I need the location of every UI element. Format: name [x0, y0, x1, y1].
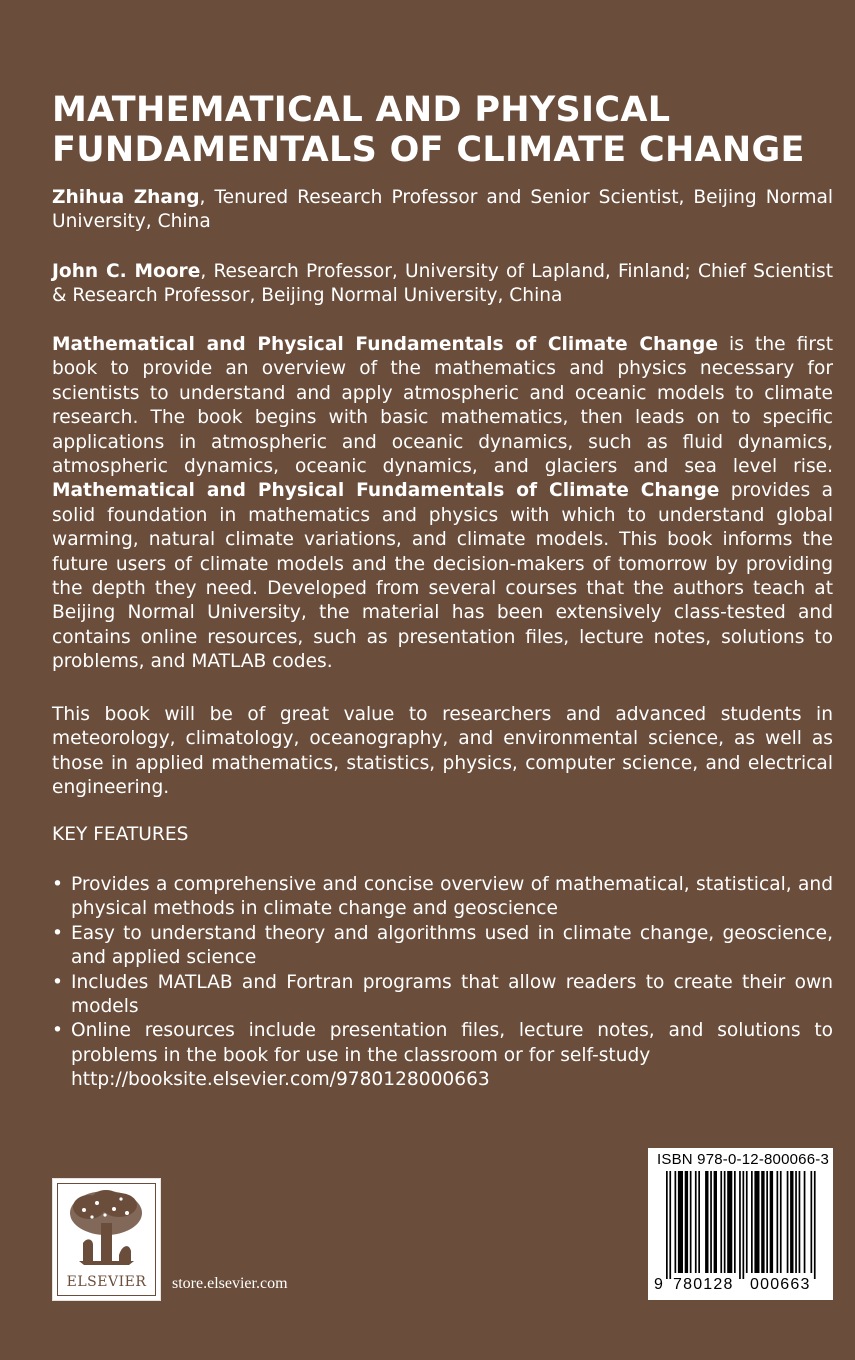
barcode-bar: [743, 1171, 745, 1279]
store-url[interactable]: store.elsevier.com: [172, 1275, 288, 1292]
barcode-bar: [804, 1171, 806, 1273]
barcode-bar: [705, 1171, 708, 1273]
isbn-label: ISBN 978-0-12-800066-3: [657, 1151, 830, 1168]
book-title: [52, 90, 832, 170]
description-text: provides a solid foundation in mathematics and physics with which to understand global warming, natural climate variations, and climate models. This book informs the future users of climate models and the decision-makers of tomorrow by providing the depth they need. Developed from several courses that the authors teach at Beijing Normal University, the material has been extensively class-tested and contains online resources, such as presentation files, lecture notes, solutions to problems, and MATLAB codes.: [52, 480, 833, 673]
barcode-bar: [811, 1171, 813, 1273]
audience-paragraph: This book will be of great value to researchers and advanced students in meteorology, climatology, oceanography, and environmental science, as well as those in applied mathematics, statistics, physics, computer science, and electrical engineering.: [52, 704, 833, 799]
barcode-bar: [734, 1171, 736, 1273]
elsevier-logo: [52, 1178, 161, 1301]
barcode-bar: [714, 1171, 717, 1273]
title-line-2: FUNDAMENTALS OF CLIMATE CHANGE: [52, 130, 805, 170]
key-features-heading: KEY FEATURES: [52, 824, 189, 845]
bullet-icon: •: [52, 1020, 63, 1042]
author-name: John C. Moore: [52, 261, 201, 282]
barcode-bar: [666, 1171, 668, 1279]
isbn-digit-group-1: 780128: [673, 1276, 734, 1293]
author-name: Zhihua Zhang: [52, 187, 200, 208]
booksite-link[interactable]: http://booksite.elsevier.com/9780128000663: [71, 1069, 490, 1091]
barcode-bar: [690, 1171, 692, 1273]
bullet-icon: •: [52, 971, 63, 993]
book-title-inline: Mathematical and Physical Fundamentals of Climate Change: [52, 480, 720, 502]
elsevier-tree-icon: [59, 1185, 154, 1271]
barcode-bar: [751, 1171, 753, 1273]
feature-text: Online resources include presentation files, lecture notes, and solutions to problems in the book for use in the classroom or for self-study: [71, 1020, 833, 1066]
author-moore: [52, 260, 833, 309]
barcode-bar: [777, 1171, 779, 1273]
feature-text: Provides a comprehensive and concise overview of mathematical, statistical, and physical methods in climate change and geoscience: [71, 874, 833, 920]
author-affiliation: , Research Professor, University of Lapland, Finland; Chief Scientist & Research Professor, Beijing Normal University, China: [52, 261, 833, 307]
bullet-icon: •: [52, 874, 63, 895]
barcode-bar: [727, 1171, 732, 1273]
description-paragraph: [52, 333, 833, 675]
barcode-bar: [669, 1171, 671, 1279]
title-line-1: MATHEMATICAL AND PHYSICAL: [52, 90, 671, 130]
barcode-bar: [675, 1171, 677, 1273]
barcode-bar: [766, 1171, 768, 1273]
barcode-bar: [698, 1171, 700, 1273]
barcode-bar: [678, 1171, 683, 1273]
barcode-bar: [770, 1171, 773, 1273]
barcode-bar: [780, 1171, 782, 1273]
barcode-bar: [695, 1171, 697, 1273]
isbn-digit-group-2: 000663: [750, 1276, 811, 1293]
barcode-bar: [754, 1171, 759, 1273]
list-item: [52, 922, 833, 971]
feature-text: Easy to understand theory and algorithms used in climate change, geoscience, and applied science: [71, 922, 833, 969]
barcode-bar: [795, 1171, 797, 1273]
logo-wordmark: ELSEVIER: [66, 1274, 147, 1290]
barcode-bar: [724, 1171, 726, 1273]
list-item: [52, 873, 833, 922]
list-item: [52, 971, 833, 1020]
list-item: [52, 1019, 833, 1092]
barcode-bar: [710, 1171, 712, 1273]
isbn-barcode: [648, 1148, 833, 1300]
barcode-bar: [790, 1171, 793, 1273]
barcode-bar: [799, 1171, 801, 1273]
barcode-bar: [746, 1171, 748, 1273]
barcode-bar: [685, 1171, 688, 1273]
isbn-digit-lead: 9: [654, 1276, 663, 1293]
barcode-bar: [787, 1171, 789, 1273]
barcode-bar: [761, 1171, 764, 1273]
author-affiliation: , Tenured Research Professor and Senior Scientist, Beijing Normal University, China: [52, 187, 834, 233]
book-title-inline: Mathematical and Physical Fundamentals of Climate Change: [52, 334, 718, 355]
barcode-bars: [666, 1171, 816, 1279]
key-features-list: [52, 873, 833, 1093]
author-zhang: [52, 186, 833, 235]
barcode-bar: [720, 1171, 722, 1273]
description-text: is the first book to provide an overview of the mathematics and physics necessary for scientists to understand and apply atmospheric and oceanic models to climate research. The book begins with basic mathematics, then leads on to specific applications in atmospheric and oceanic dynamics, such as fluid dynamics, atmospheric dynamics, oceanic dynamics, and glaciers and sea level rise.: [52, 334, 833, 478]
feature-text: Includes MATLAB and Fortran programs that allow readers to create their own models: [71, 971, 833, 1018]
bullet-icon: •: [52, 922, 63, 944]
barcode-bar: [814, 1171, 816, 1279]
barcode-bar: [739, 1171, 741, 1279]
